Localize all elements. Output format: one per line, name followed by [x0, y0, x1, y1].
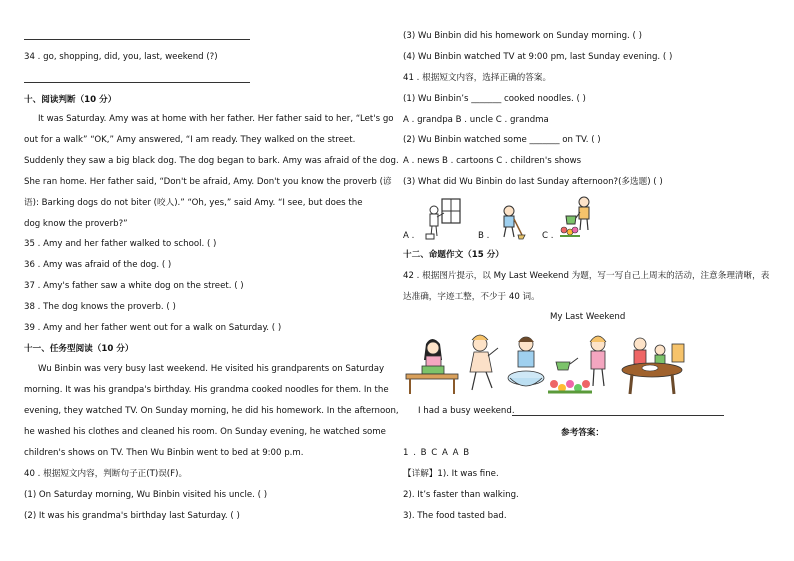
question-42-line-2: 达准确，字迹工整，不少于 40 词。: [403, 292, 540, 302]
option-c-label: C .: [542, 231, 554, 241]
essay-start: I had a busy weekend.: [418, 406, 515, 416]
passage-2-line: he washed his clothes and cleaned his room. On Sunday evening, he watched some: [24, 427, 386, 437]
question-41-2: (2) Wu Binbin watched some _______ on TV. ( ): [403, 135, 601, 145]
passage-1-line: It was Saturday. Amy was at home with her father. Her father said to her, “Let's go: [38, 114, 394, 124]
option-b-label: B .: [478, 231, 490, 241]
question-40-1: (1) On Saturday morning, Wu Binbin visited his uncle. ( ): [24, 490, 268, 500]
question-40-4: (4) Wu Binbin watched TV at 9:00 pm, last Sunday evening. ( ): [403, 52, 673, 62]
answer-detail-2: 2). It’s faster than walking.: [403, 490, 519, 500]
question-40-3: (3) Wu Binbin did his homework on Sunday morning. ( ): [403, 31, 642, 41]
question-38: 38 . The dog knows the proverb. ( ): [24, 302, 176, 312]
passage-1-line: 语): Barking dogs do not biter (咬人).” “Oh, yes,” said Amy. “I see, but does the: [24, 198, 363, 208]
passage-1-line: She ran home. Her father said, “Don't be afraid, Amy. Don't you know the proverb (谚: [24, 177, 392, 187]
question-35: 35 . Amy and her father walked to school. ( ): [24, 239, 217, 249]
question-36: 36 . Amy was afraid of the dog. ( ): [24, 260, 172, 270]
question-39: 39 . Amy and her father went out for a walk on Saturday. ( ): [24, 323, 282, 333]
essay-title: My Last Weekend: [550, 312, 626, 322]
passage-1-line: dog know the proverb?”: [24, 219, 128, 229]
answer-key-row: 1 . B C A A B: [403, 448, 470, 458]
question-41-2-options: A . news B . cartoons C . children's shows: [403, 156, 582, 166]
answer-detail-3: 3). The food tasted bad.: [403, 511, 507, 521]
section-12-heading: 十二、命题作文（15 分）: [403, 250, 504, 260]
passage-2-line: morning. It was his grandpa's birthday. His grandma cooked noodles for them. In the: [24, 385, 389, 395]
section-10-heading: 十、阅读判断（10 分）: [24, 95, 117, 105]
question-40: 40 . 根据短文内容，判断句子正(T)误(F)。: [24, 469, 188, 479]
passage-1-line: out for a walk” “OK,” Amy answered, “I am ready. They walked on the street.: [24, 135, 356, 145]
passage-2-line: children's shows on TV. Then Wu Binbin went to bed at 9:00 p.m.: [24, 448, 304, 458]
answer-line-34: [24, 82, 250, 83]
essay-writing-line: [512, 415, 724, 416]
question-37: 37 . Amy's father saw a white dog on the street. ( ): [24, 281, 244, 291]
child-sweeping-illustration: [496, 204, 526, 240]
passage-1-line: Suddenly they saw a big black dog. The dog began to bark. Amy was afraid of the dog.: [24, 156, 399, 166]
option-a-label: A .: [403, 231, 415, 241]
weekend-activities-illustration: [404, 330, 686, 398]
question-40-2: (2) It was his grandma's birthday last Saturday. ( ): [24, 511, 240, 521]
answers-heading: 参考答案：: [561, 428, 604, 438]
child-cleaning-window-illustration: [424, 196, 464, 240]
passage-2-line: Wu Binbin was very busy last weekend. He visited his grandparents on Saturday: [38, 364, 385, 374]
question-34: 34 . go, shopping, did, you, last, weekend (?): [24, 52, 218, 62]
question-41-1: (1) Wu Binbin’s _______ cooked noodles. ( ): [403, 94, 586, 104]
question-41: 41 . 根据短文内容，选择正确的答案。: [403, 73, 552, 83]
question-41-1-options: A . grandpa B . uncle C . grandma: [403, 115, 549, 125]
question-42-line-1: 42 . 根据图片提示，以 My Last Weekend 为题，写一写自己上周末的活动，注意条理清晰，表: [403, 271, 770, 281]
answer-detail-1: 【详解】1). It was fine.: [403, 469, 499, 479]
section-11-heading: 十一、任务型阅读（10 分）: [24, 344, 134, 354]
passage-2-line: evening, they watched TV. On Sunday morning, he did his homework. In the afternoon,: [24, 406, 399, 416]
question-41-3: (3) What did Wu Binbin do last Sunday afternoon?(多选题) ( ): [403, 177, 663, 187]
answer-line-33: [24, 39, 250, 40]
child-watering-plants-illustration: [558, 194, 598, 240]
